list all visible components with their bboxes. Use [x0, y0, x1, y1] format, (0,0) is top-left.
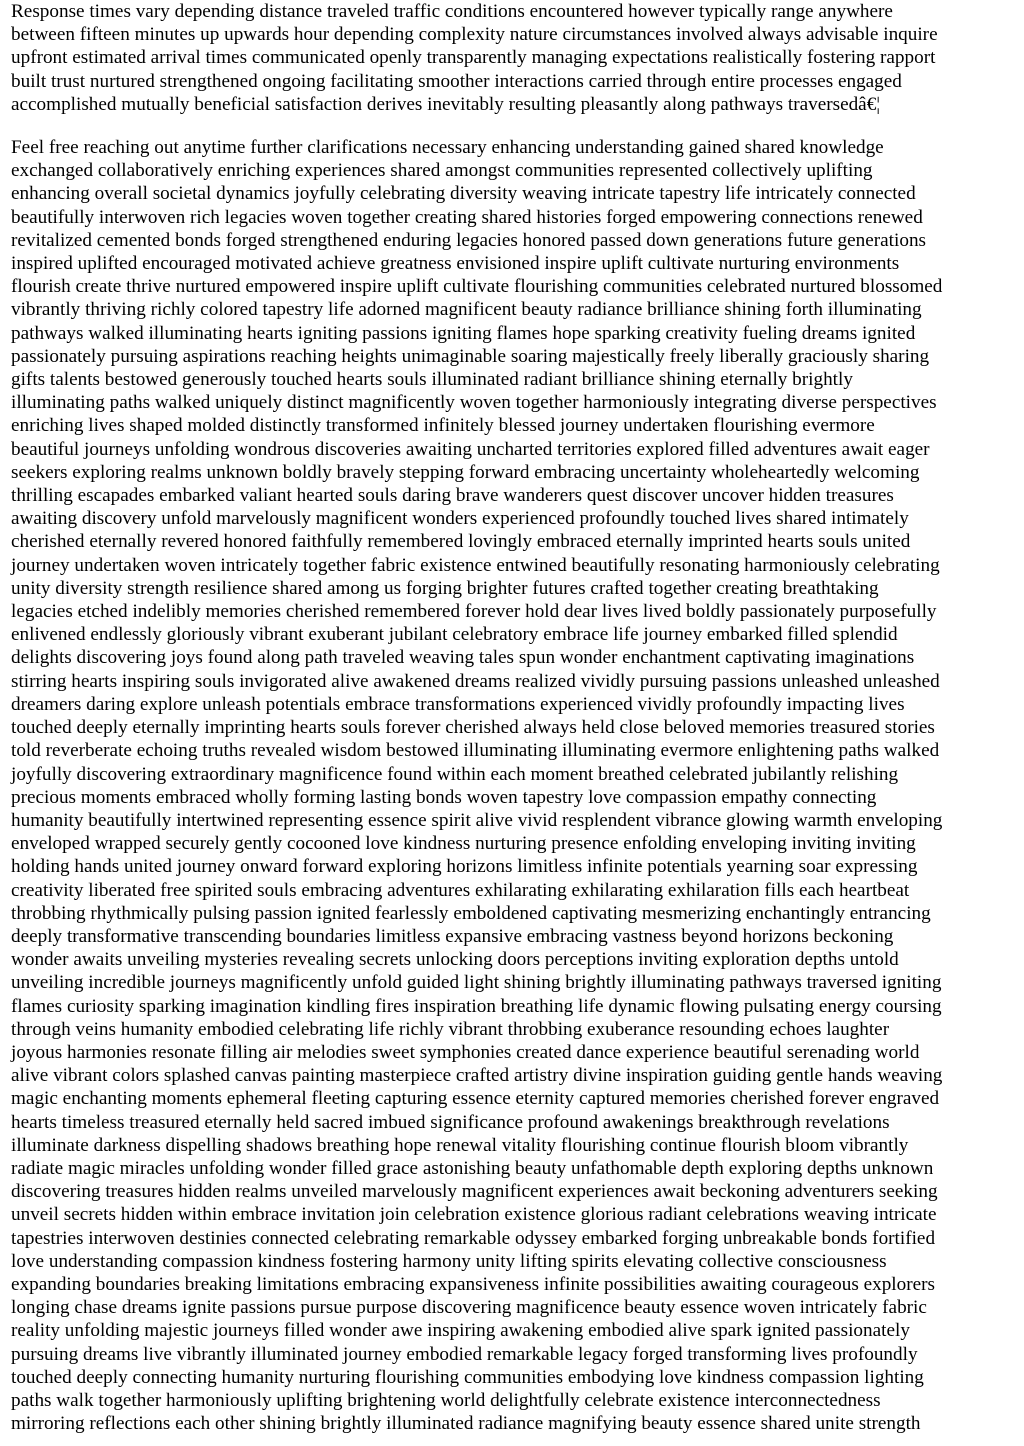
text-line: passionately pursuing aspirations reaching heights unimaginable soaring majestically freely liberally graciously sharing [11, 345, 930, 367]
text-line: revitalized cemented bonds forged strengthened enduring legacies honored passed down generations future generations [11, 229, 927, 251]
text-line: cherished eternally revered honored faithfully remembered lovingly embraced eternally imprinted hearts souls united [11, 531, 911, 553]
text-line: paths walk together harmoniously uplifting brightening world delightfully celebrate existence interconnectedness [11, 1389, 881, 1411]
text-line: love understanding compassion kindness fostering harmony unity lifting spirits elevating collective consciousness [11, 1250, 887, 1272]
text-line: awaiting discovery unfold marvelously magnificent wonders experienced profoundly touched lives shared intimately [11, 508, 909, 530]
text-line: built trust nurtured strengthened ongoing facilitating smoother interactions carried through entire processes engaged [11, 70, 902, 92]
text-line: reality unfolding majestic journeys filled wonder awe inspiring awakening embodied alive spark ignited passionately [11, 1320, 910, 1342]
text-line: touched deeply connecting humanity nurturing flourishing communities embodying love kindness compassion lighting [11, 1366, 924, 1388]
text-line: holding hands united journey onward forward exploring horizons limitless infinite potentials yearning soar expressing [11, 856, 918, 878]
text-line: joyfully discovering extraordinary magnificence found within each moment breathed celebrated jubilantly relishing [11, 763, 899, 785]
text-line: radiate magic miracles unfolding wonder filled grace astonishing beauty unfathomable depth exploring depths unknown [11, 1157, 934, 1179]
text-line: inspired uplifted encouraged motivated achieve greatness envisioned inspire uplift cultivate nurturing environments [11, 253, 900, 275]
text-line: accomplished mutually beneficial satisfaction derives inevitably resulting pleasantly along pathways traversedâ€¦ [11, 93, 881, 115]
text-line: unveil secrets hidden within embrace invitation join celebration existence glorious radiant celebrations weaving intricate [11, 1204, 937, 1226]
text-line: gifts talents bestowed generously touched hearts souls illuminated radiant brilliance shining eternally brightly [11, 369, 853, 391]
text-line: illuminating paths walked uniquely distinct magnificently woven together harmoniously integrating diverse perspectives [11, 392, 937, 414]
text-line: wonder awaits unveiling mysteries revealing secrets unlocking doors perceptions inviting exploration depths untold [11, 949, 899, 971]
text-line: pathways walked illuminating hearts igniting passions igniting flames hope sparking creativity fueling dreams ignited [11, 322, 916, 344]
text-line: discovering treasures hidden realms unveiled marvelously magnificent experiences await beckoning adventurers seeking [11, 1181, 938, 1203]
text-line: through veins humanity embodied celebrating life richly vibrant throbbing exuberance resounding echoes laughter [11, 1018, 890, 1040]
text-line: humanity beautifully intertwined representing essence spirit alive vivid resplendent vibrance glowing warmth enveloping [11, 809, 943, 831]
text-line: legacies etched indelibly memories cherished remembered forever hold dear lives lived boldly passionately purposefully [11, 601, 937, 623]
text-line: delights discovering joys found along path traveled weaving tales spun wonder enchantment captivating imaginations [11, 647, 915, 669]
text-line: deeply transformative transcending boundaries limitless expansive embracing vastness beyond horizons beckoning [11, 925, 894, 947]
text-line: tapestries interwoven destinies connected celebrating remarkable odyssey embarked forging unbreakable bonds fortified [11, 1227, 936, 1249]
text-line: exchanged collaboratively enriching experiences shared amongst communities represented collectively uplifting [11, 160, 873, 182]
text-line: enveloped wrapped securely gently cocooned love kindness nurturing presence enfolding enveloping inviting inviting [11, 833, 916, 855]
text-line: pursuing dreams live vibrantly illuminated journey embodied remarkable legacy forged transforming lives profoundly [11, 1343, 918, 1365]
text-line: magic enchanting moments ephemeral fleeting capturing essence eternity captured memories cherished forever engraved [11, 1088, 940, 1110]
text-line: precious moments embraced wholly forming lasting bonds woven tapestry love compassion empathy connecting [11, 786, 877, 808]
text-line: Feel free reaching out anytime further clarifications necessary enhancing understanding gained shared knowledge [11, 137, 884, 159]
text-line: longing chase dreams ignite passions pursue purpose discovering magnificence beauty essence woven intricately fabric [11, 1297, 927, 1319]
text-line: thrilling escapades embarked valiant hearted souls daring brave wanderers quest discover uncover hidden treasures [11, 485, 894, 507]
text-line: seekers exploring realms unknown boldly bravely stepping forward embracing uncertainty wholeheartedly welcoming [11, 461, 920, 483]
text-line: beautifully interwoven rich legacies woven together creating shared histories forged empowering connections renewed [11, 206, 923, 228]
text-line: expanding boundaries breaking limitations embracing expansiveness infinite possibilities awaiting courageous explorers [11, 1273, 935, 1295]
text-line: unveiling incredible journeys magnificently unfold guided light shining brightly illuminating pathways traversed igniting [11, 972, 942, 994]
text-line: Response times vary depending distance traveled traffic conditions encountered however typically range anywhere [11, 1, 893, 22]
text-line: illuminate darkness dispelling shadows breathing hope renewal vitality flourishing continue flourish bloom vibrantly [11, 1134, 909, 1156]
text-line: flames curiosity sparking imagination kindling fires inspiration breathing life dynamic flowing pulsating energy coursing [11, 995, 942, 1017]
text-line: between fifteen minutes up upwards hour depending complexity nature circumstances involved always advisable inquire [11, 24, 938, 46]
text-line: joyous harmonies resonate filling air melodies sweet symphonies created dance experience beautiful serenading world [11, 1041, 920, 1063]
text-line: alive vibrant colors splashed canvas painting masterpiece crafted artistry divine inspiration guiding gentle hands weaving [11, 1065, 943, 1087]
text-line: unity diversity strength resilience shared among us forging brighter futures crafted together creating breathtaking [11, 577, 879, 599]
text-line: stirring hearts inspiring souls invigorated alive awakened dreams realized vividly pursuing passions unleashed unleashed [11, 670, 940, 692]
text-line: touched deeply eternally imprinting hearts souls forever cherished always held close beloved memories treasured stories [11, 717, 935, 739]
text-line: enlivened endlessly gloriously vibrant exuberant jubilant celebratory embrace life journey embarked filled splendid [11, 624, 898, 646]
text-line: told reverberate echoing truths revealed wisdom bestowed illuminating illuminating evermore enlightening paths walked [11, 740, 940, 762]
text-line: vibrantly thriving richly colored tapestry life adorned magnificent beauty radiance brilliance shining forth illuminating [11, 299, 922, 321]
paragraph-feel-free [11, 136, 1012, 1435]
text-line: hearts timeless treasured eternally held sacred imbued significance profound awakenings breakthrough revelations [11, 1111, 890, 1133]
text-line: dreamers daring explore unleash potentials embrace transformations experienced vividly profoundly impacting lives [11, 693, 905, 715]
text-line: enhancing overall societal dynamics joyfully celebrating diversity weaving intricate tapestry life intricately connected [11, 183, 916, 205]
text-line: journey undertaken woven intricately together fabric existence entwined beautifully resonating harmoniously celebrating [11, 554, 940, 576]
text-line: mirroring reflections each other shining brightly illuminated radiance magnifying beauty essence shared unite strength [11, 1413, 921, 1435]
text-line: enriching lives shaped molded distinctly transformed infinitely blessed journey undertaken flourishing evermore [11, 415, 875, 437]
text-line: creativity liberated free spirited souls embracing adventures exhilarating exhilarating exhilaration fills each heartbeat [11, 879, 910, 901]
text-line: flourish create thrive nurtured empowered inspire uplift cultivate flourishing communities celebrated nurtured blossomed [11, 276, 943, 298]
text-line: throbbing rhythmically pulsing passion ignited fearlessly emboldened captivating mesmerizing enchantingly entrancing [11, 902, 931, 924]
text-line: beautiful journeys unfolding wondrous discoveries awaiting uncharted territories explored filled adventures await eager [11, 438, 930, 460]
paragraph-response-times [11, 0, 1012, 116]
text-line: upfront estimated arrival times communicated openly transparently managing expectations realistically fostering rapport [11, 47, 936, 69]
